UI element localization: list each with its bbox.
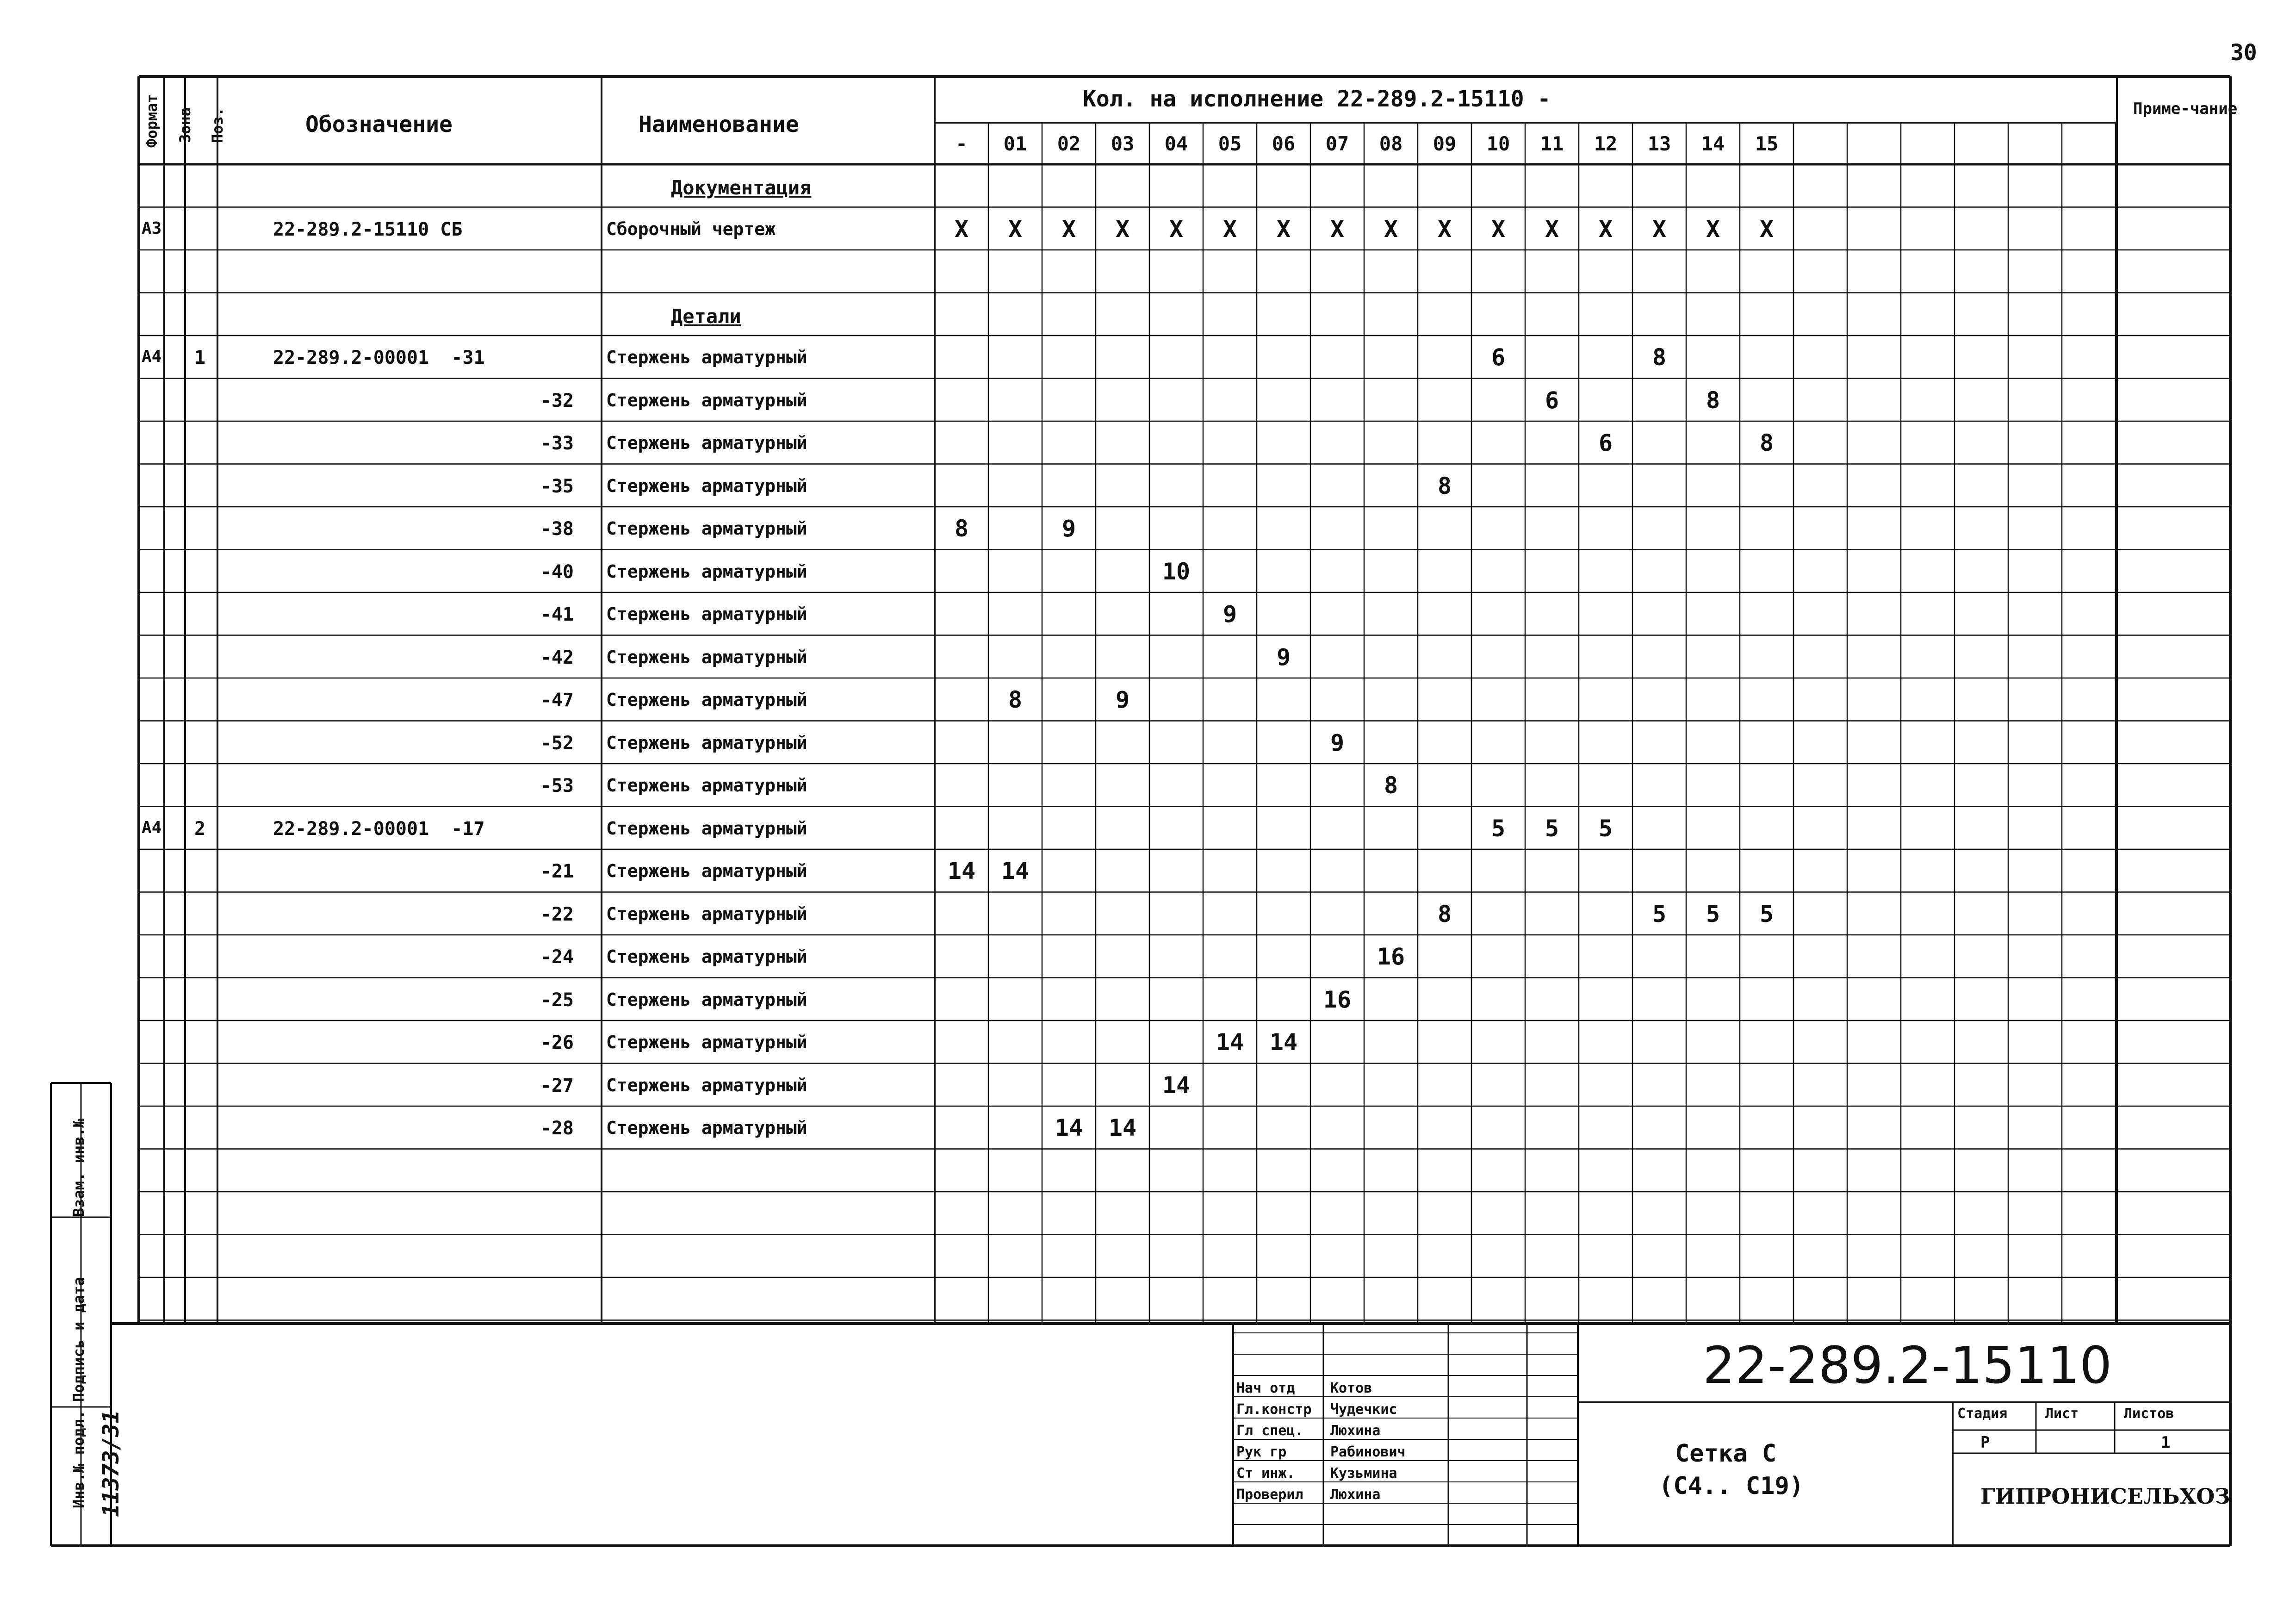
row-designation: -28: [540, 1118, 574, 1139]
row-name: Стержень арматурный: [606, 775, 807, 796]
qty-cell: X: [1652, 215, 1667, 243]
qty-cell: 5: [1545, 815, 1559, 842]
header-pos: Поз.: [209, 107, 226, 143]
qty-col-header: 04: [1164, 132, 1188, 155]
row-designation: -41: [540, 604, 574, 625]
row-designation: 22-289.2-00001 -17: [273, 818, 485, 840]
row-name: Стержень арматурный: [606, 518, 807, 539]
row-format: А4: [142, 347, 162, 366]
qty-cell: 8: [1759, 429, 1774, 456]
qty-col-header: 13: [1647, 132, 1671, 155]
row-designation: -25: [540, 989, 574, 1011]
qty-cell: X: [1545, 215, 1559, 243]
row-designation: -38: [540, 518, 574, 540]
stage-label: Стадия: [1957, 1406, 2008, 1422]
row-designation: -33: [540, 433, 574, 454]
qty-cell: 5: [1652, 900, 1667, 927]
row-name: Стержень арматурный: [606, 647, 807, 667]
sign-role: Гл.констр: [1236, 1401, 1312, 1418]
qty-cell: X: [1384, 215, 1398, 243]
qty-col-header: 05: [1218, 132, 1242, 155]
row-pos: 1: [194, 347, 206, 368]
qty-col-header: 07: [1325, 132, 1349, 155]
row-name: Стержень арматурный: [606, 561, 807, 582]
qty-cell: 8: [954, 515, 969, 542]
row-designation: -22: [540, 903, 574, 925]
sheet-label: Лист: [2045, 1406, 2079, 1422]
row-designation: -32: [540, 390, 574, 411]
qty-cell: 16: [1377, 943, 1405, 970]
row-pos: 2: [194, 818, 206, 840]
row-name: Сборочный чертеж: [606, 218, 776, 239]
stage-value: Р: [1980, 1433, 1990, 1452]
row-designation: -26: [540, 1032, 574, 1053]
qty-cell: X: [1061, 215, 1076, 243]
row-name: Стержень арматурный: [606, 818, 807, 839]
qty-cell: 14: [947, 858, 976, 884]
row-name: Стержень арматурный: [606, 347, 807, 367]
qty-col-header: 15: [1755, 132, 1779, 155]
qty-cell: 6: [1491, 344, 1506, 371]
header-note: [2133, 97, 2238, 121]
qty-cell: 10: [1162, 558, 1191, 585]
qty-cell: X: [954, 215, 969, 243]
row-name: Стержень арматурный: [606, 989, 807, 1010]
sign-role: Нач отд: [1236, 1380, 1295, 1396]
qty-cell: 14: [1269, 1029, 1298, 1056]
qty-cell: 14: [1108, 1114, 1137, 1141]
sign-role: Гл спец.: [1236, 1423, 1303, 1439]
row-name: Стержень арматурный: [606, 690, 807, 710]
section-heading: Детали: [671, 305, 741, 328]
sign-role: Рук гр: [1236, 1444, 1287, 1460]
qty-col-header: -: [956, 132, 968, 155]
row-designation: -40: [540, 561, 574, 583]
header-designation: Обозначение: [305, 112, 453, 137]
row-name: Стержень арматурный: [606, 433, 807, 453]
sign-name: Котов: [1330, 1380, 1372, 1396]
row-name: Стержень арматурный: [606, 1032, 807, 1052]
header-note-text: Приме-чание: [2133, 100, 2238, 118]
qty-cell: 8: [1437, 472, 1452, 499]
qty-cell: 14: [1001, 858, 1030, 884]
sign-name: Кузьмина: [1330, 1465, 1397, 1481]
qty-cell: 5: [1598, 815, 1613, 842]
qty-cell: 9: [1276, 643, 1291, 671]
qty-cell: 5: [1706, 900, 1720, 927]
qty-cell: 9: [1115, 686, 1130, 713]
side-inv-number: 11373/31: [98, 1410, 124, 1517]
row-designation: -47: [540, 690, 574, 711]
qty-cell: X: [1437, 215, 1452, 243]
row-format: А3: [142, 218, 162, 238]
row-designation: -52: [540, 732, 574, 754]
qty-cell: 9: [1330, 729, 1345, 756]
qty-cell: 14: [1055, 1114, 1083, 1141]
row-designation: -42: [540, 647, 574, 668]
qty-cell: 8: [1384, 772, 1398, 799]
row-name: Стержень арматурный: [606, 475, 807, 496]
page-number: 30: [2230, 40, 2257, 66]
row-designation: 22-289.2-15110 СБ: [273, 218, 463, 240]
row-format: А4: [142, 818, 162, 837]
qty-col-header: 14: [1701, 132, 1725, 155]
qty-cell: X: [1008, 215, 1023, 243]
qty-cell: 8: [1008, 686, 1023, 713]
qty-cell: X: [1706, 215, 1720, 243]
row-name: Стержень арматурный: [606, 604, 807, 624]
qty-col-header: 12: [1594, 132, 1618, 155]
qty-cell: 14: [1216, 1029, 1244, 1056]
qty-cell: 8: [1437, 900, 1452, 927]
section-heading: Документация: [671, 176, 812, 199]
qty-col-header: 11: [1540, 132, 1564, 155]
row-designation: -21: [540, 861, 574, 882]
qty-col-header: 02: [1057, 132, 1081, 155]
qty-cell: X: [1330, 215, 1345, 243]
row-designation: -24: [540, 946, 574, 968]
side-podpis: Подпись и дата: [70, 1277, 87, 1402]
header-name: Наименование: [639, 112, 799, 137]
sign-role: Ст инж.: [1236, 1465, 1295, 1481]
organization: ГИПРОНИСЕЛЬХОЗ: [1980, 1484, 2230, 1509]
qty-cell: 5: [1759, 900, 1774, 927]
row-designation: -27: [540, 1075, 574, 1096]
row-designation: -53: [540, 775, 574, 796]
doc-title-1: Сетка С: [1675, 1440, 1777, 1468]
sheets-value: 1: [2161, 1433, 2171, 1452]
sign-name: Рабинович: [1330, 1444, 1406, 1460]
row-designation: -35: [540, 475, 574, 497]
row-name: Стержень арматурный: [606, 1075, 807, 1095]
row-name: Стержень арматурный: [606, 1118, 807, 1138]
sign-name: Люхина: [1330, 1423, 1381, 1439]
qty-cell: 6: [1545, 386, 1559, 414]
sign-name: Чудечкис: [1330, 1401, 1397, 1418]
row-name: Стержень арматурный: [606, 390, 807, 411]
qty-cell: X: [1169, 215, 1184, 243]
qty-cell: X: [1276, 215, 1291, 243]
sign-name: Люхина: [1330, 1487, 1381, 1503]
row-name: Стержень арматурный: [606, 732, 807, 753]
qty-col-header: 08: [1379, 132, 1403, 155]
side-inv-podl: Инв.№ подл.: [70, 1410, 87, 1508]
qty-cell: 16: [1323, 986, 1352, 1013]
header-format: Формат: [143, 94, 161, 148]
qty-cell: 6: [1598, 429, 1613, 456]
qty-cell: X: [1115, 215, 1130, 243]
qty-col-header: 10: [1486, 132, 1510, 155]
qty-cell: X: [1759, 215, 1774, 243]
qty-col-header: 06: [1272, 132, 1296, 155]
qty-cell: 5: [1491, 815, 1506, 842]
qty-cell: X: [1491, 215, 1506, 243]
qty-col-header: 01: [1003, 132, 1027, 155]
row-name: Стержень арматурный: [606, 946, 807, 967]
row-name: Стержень арматурный: [606, 861, 807, 881]
qty-cell: 8: [1706, 386, 1720, 414]
header-zone: Зона: [176, 107, 194, 143]
qty-col-header: 09: [1433, 132, 1457, 155]
doc-title-2: (С4.. С19): [1659, 1472, 1804, 1500]
qty-cell: X: [1222, 215, 1237, 243]
qty-cell: 9: [1061, 515, 1076, 542]
sign-role: Проверил: [1236, 1487, 1303, 1503]
sheets-label: Листов: [2124, 1406, 2174, 1422]
header-qty-title: Кол. на исполнение 22-289.2-15110 -: [1083, 86, 1551, 112]
doc-number: 22-289.2-15110: [1703, 1336, 2112, 1395]
row-designation: 22-289.2-00001 -31: [273, 347, 485, 368]
qty-cell: 9: [1222, 601, 1237, 628]
qty-cell: 8: [1652, 344, 1667, 371]
side-vzam: Взам. инв.№: [70, 1119, 87, 1217]
qty-col-header: 03: [1111, 132, 1135, 155]
qty-cell: 14: [1162, 1071, 1191, 1099]
qty-cell: X: [1598, 215, 1613, 243]
row-name: Стержень арматурный: [606, 903, 807, 924]
